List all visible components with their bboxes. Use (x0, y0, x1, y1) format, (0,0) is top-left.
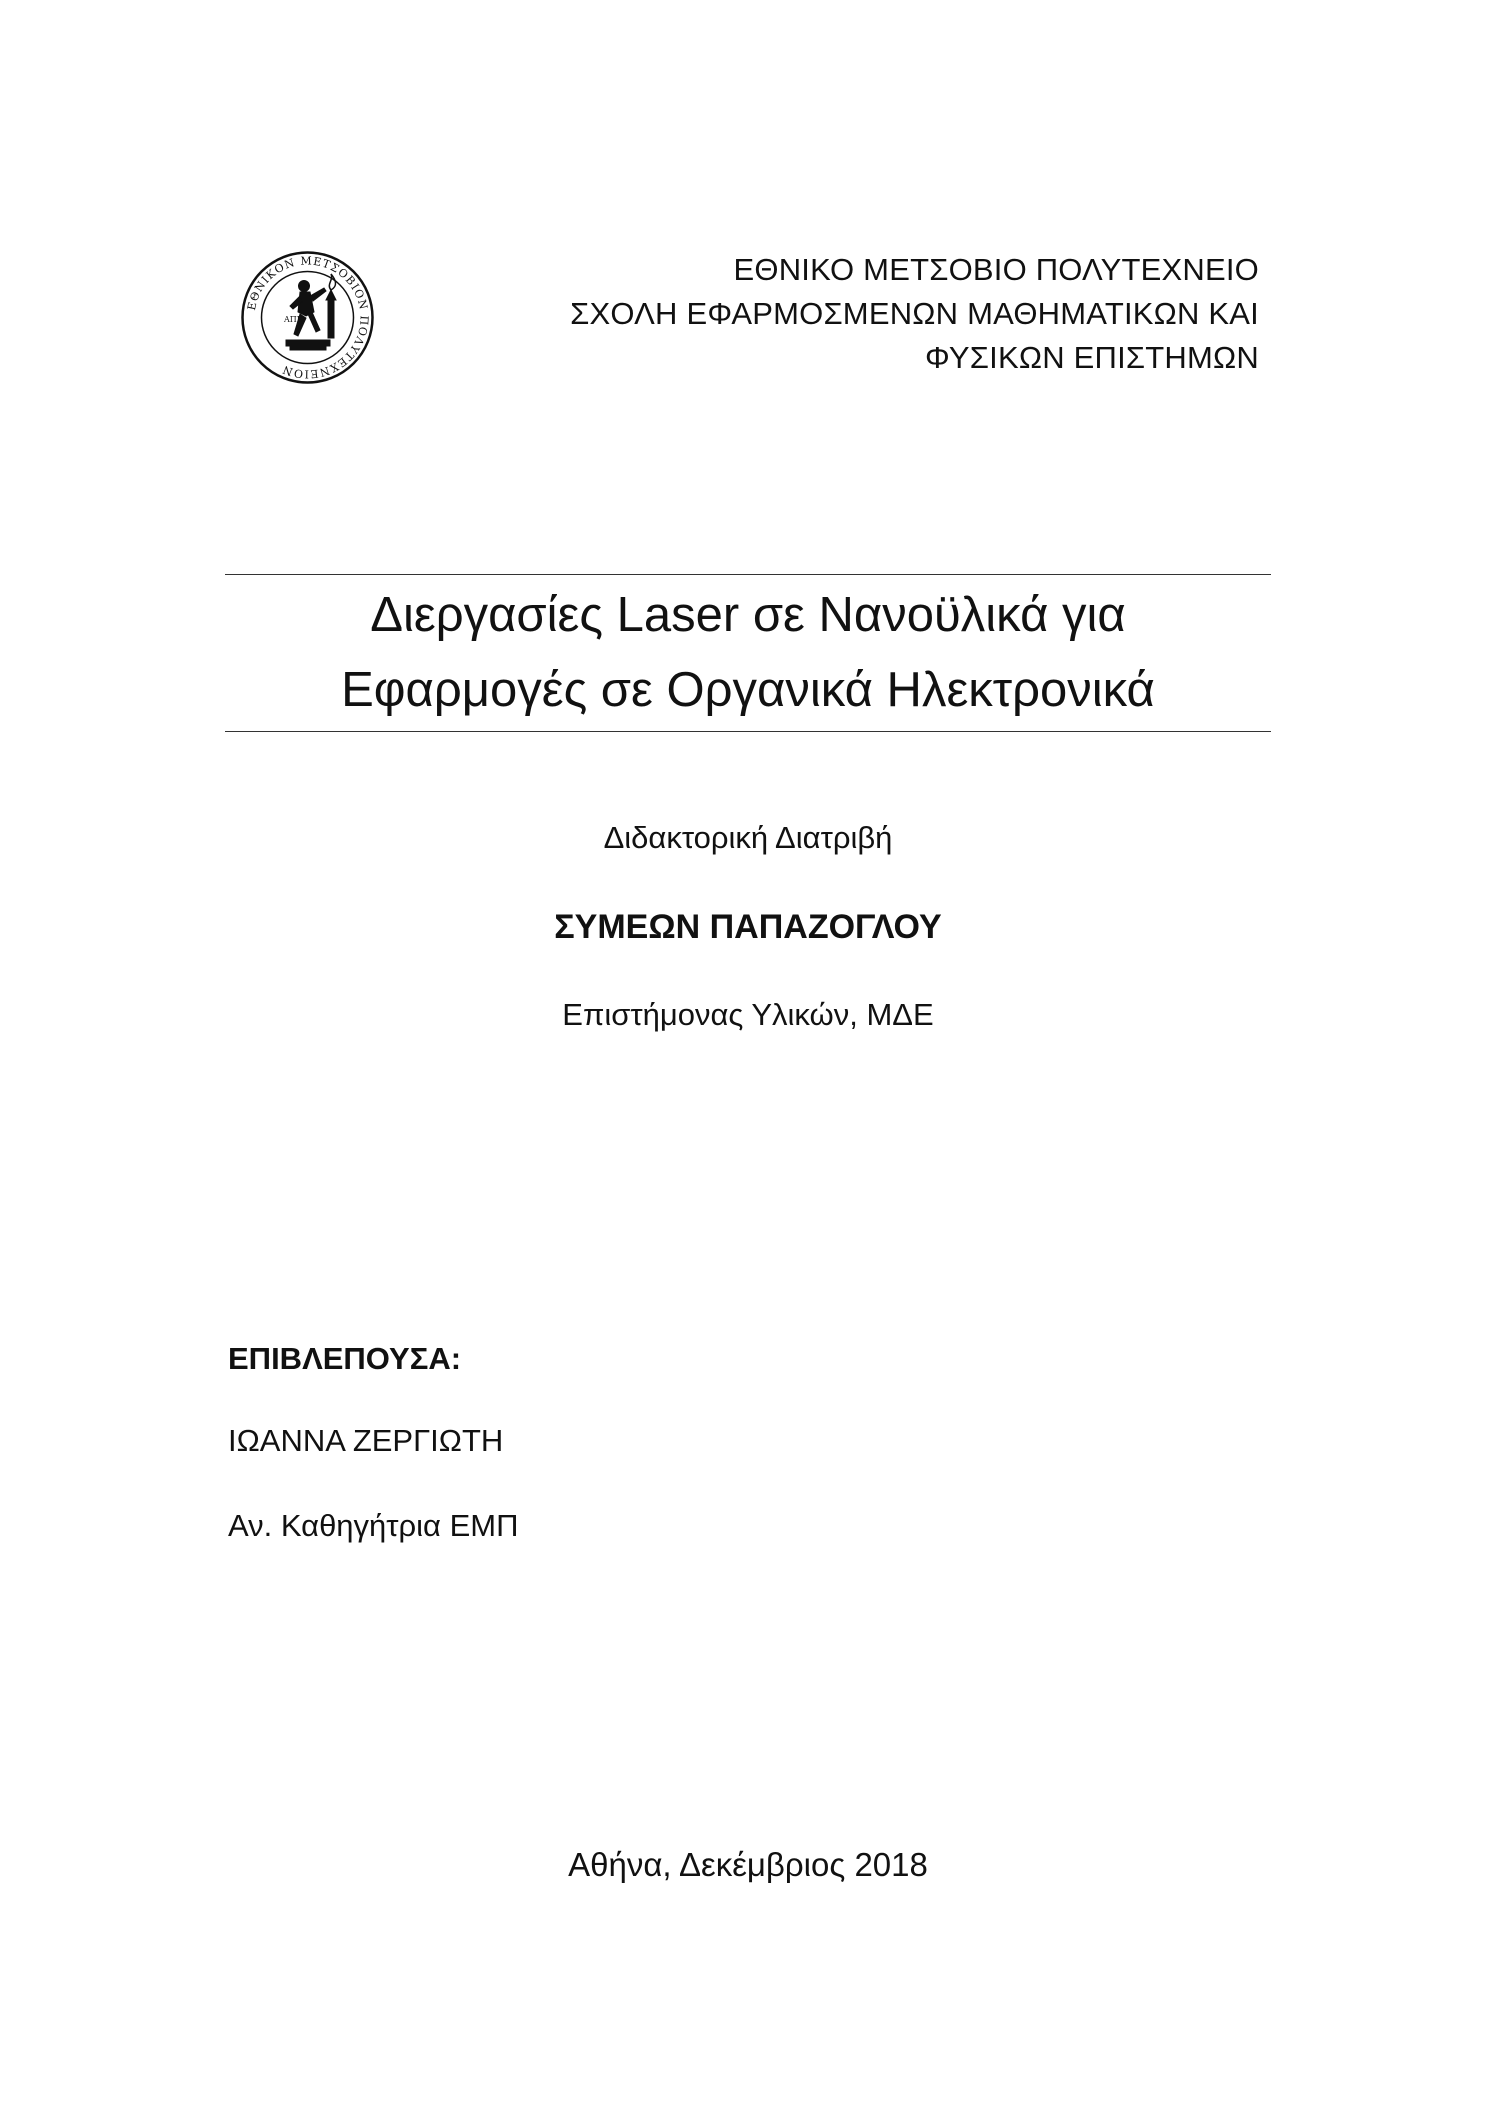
svg-text:ΑΠΕ: ΑΠΕ (284, 315, 303, 324)
supervisor-name: ΙΩΑΝΝΑ ΖΕΡΓΙΩΤΗ (228, 1423, 504, 1458)
title-bottom-rule (225, 731, 1271, 732)
thesis-title-line-2: Εφαρμογές σε Οργανικά Ηλεκτρονικά (341, 663, 1155, 717)
place-and-date: Αθήνα, Δεκέμβριος 2018 (568, 1846, 928, 1883)
supervisor-label: ΕΠΙΒΛΕΠΟΥΣΑ: (228, 1341, 462, 1376)
school-name-line-1: ΣΧΟΛΗ ΕΦΑΡΜΟΣΜΕΝΩΝ ΜΑΘΗΜΑΤΙΚΩΝ ΚΑΙ (570, 296, 1259, 331)
thesis-type: Διδακτορική Διατριβή (603, 820, 893, 855)
supervisor-title: Αν. Καθηγήτρια ΕΜΠ (228, 1508, 519, 1543)
institution-name: ΕΘΝΙΚΟ ΜΕΤΣΟΒΙΟ ΠΟΛΥΤΕΧΝΕΙΟ (733, 252, 1259, 287)
school-name-line-2: ΦΥΣΙΚΩΝ ΕΠΙΣΤΗΜΩΝ (925, 340, 1259, 375)
author-name: ΣΥΜΕΩΝ ΠΑΠΑΖΟΓΛΟΥ (554, 908, 942, 946)
thesis-title (225, 578, 1271, 728)
institution-header (459, 248, 1259, 380)
author-title: Επιστήμονας Υλικών, ΜΔΕ (562, 997, 934, 1032)
thesis-title-line-1: Διεργασίες Laser σε Νανοϋλικά για (370, 588, 1126, 642)
title-top-rule (225, 574, 1271, 575)
university-seal-icon (240, 250, 375, 385)
svg-text:ΕΘΝΙΚΟΝ ΜΕΤΣΟΒΙΟΝ ΠΟΛΥΤΕΧΝΕΙΟΝ: ΕΘΝΙΚΟΝ ΜΕΤΣΟΒΙΟΝ ΠΟΛΥΤΕΧΝΕΙΟΝ (244, 254, 371, 381)
